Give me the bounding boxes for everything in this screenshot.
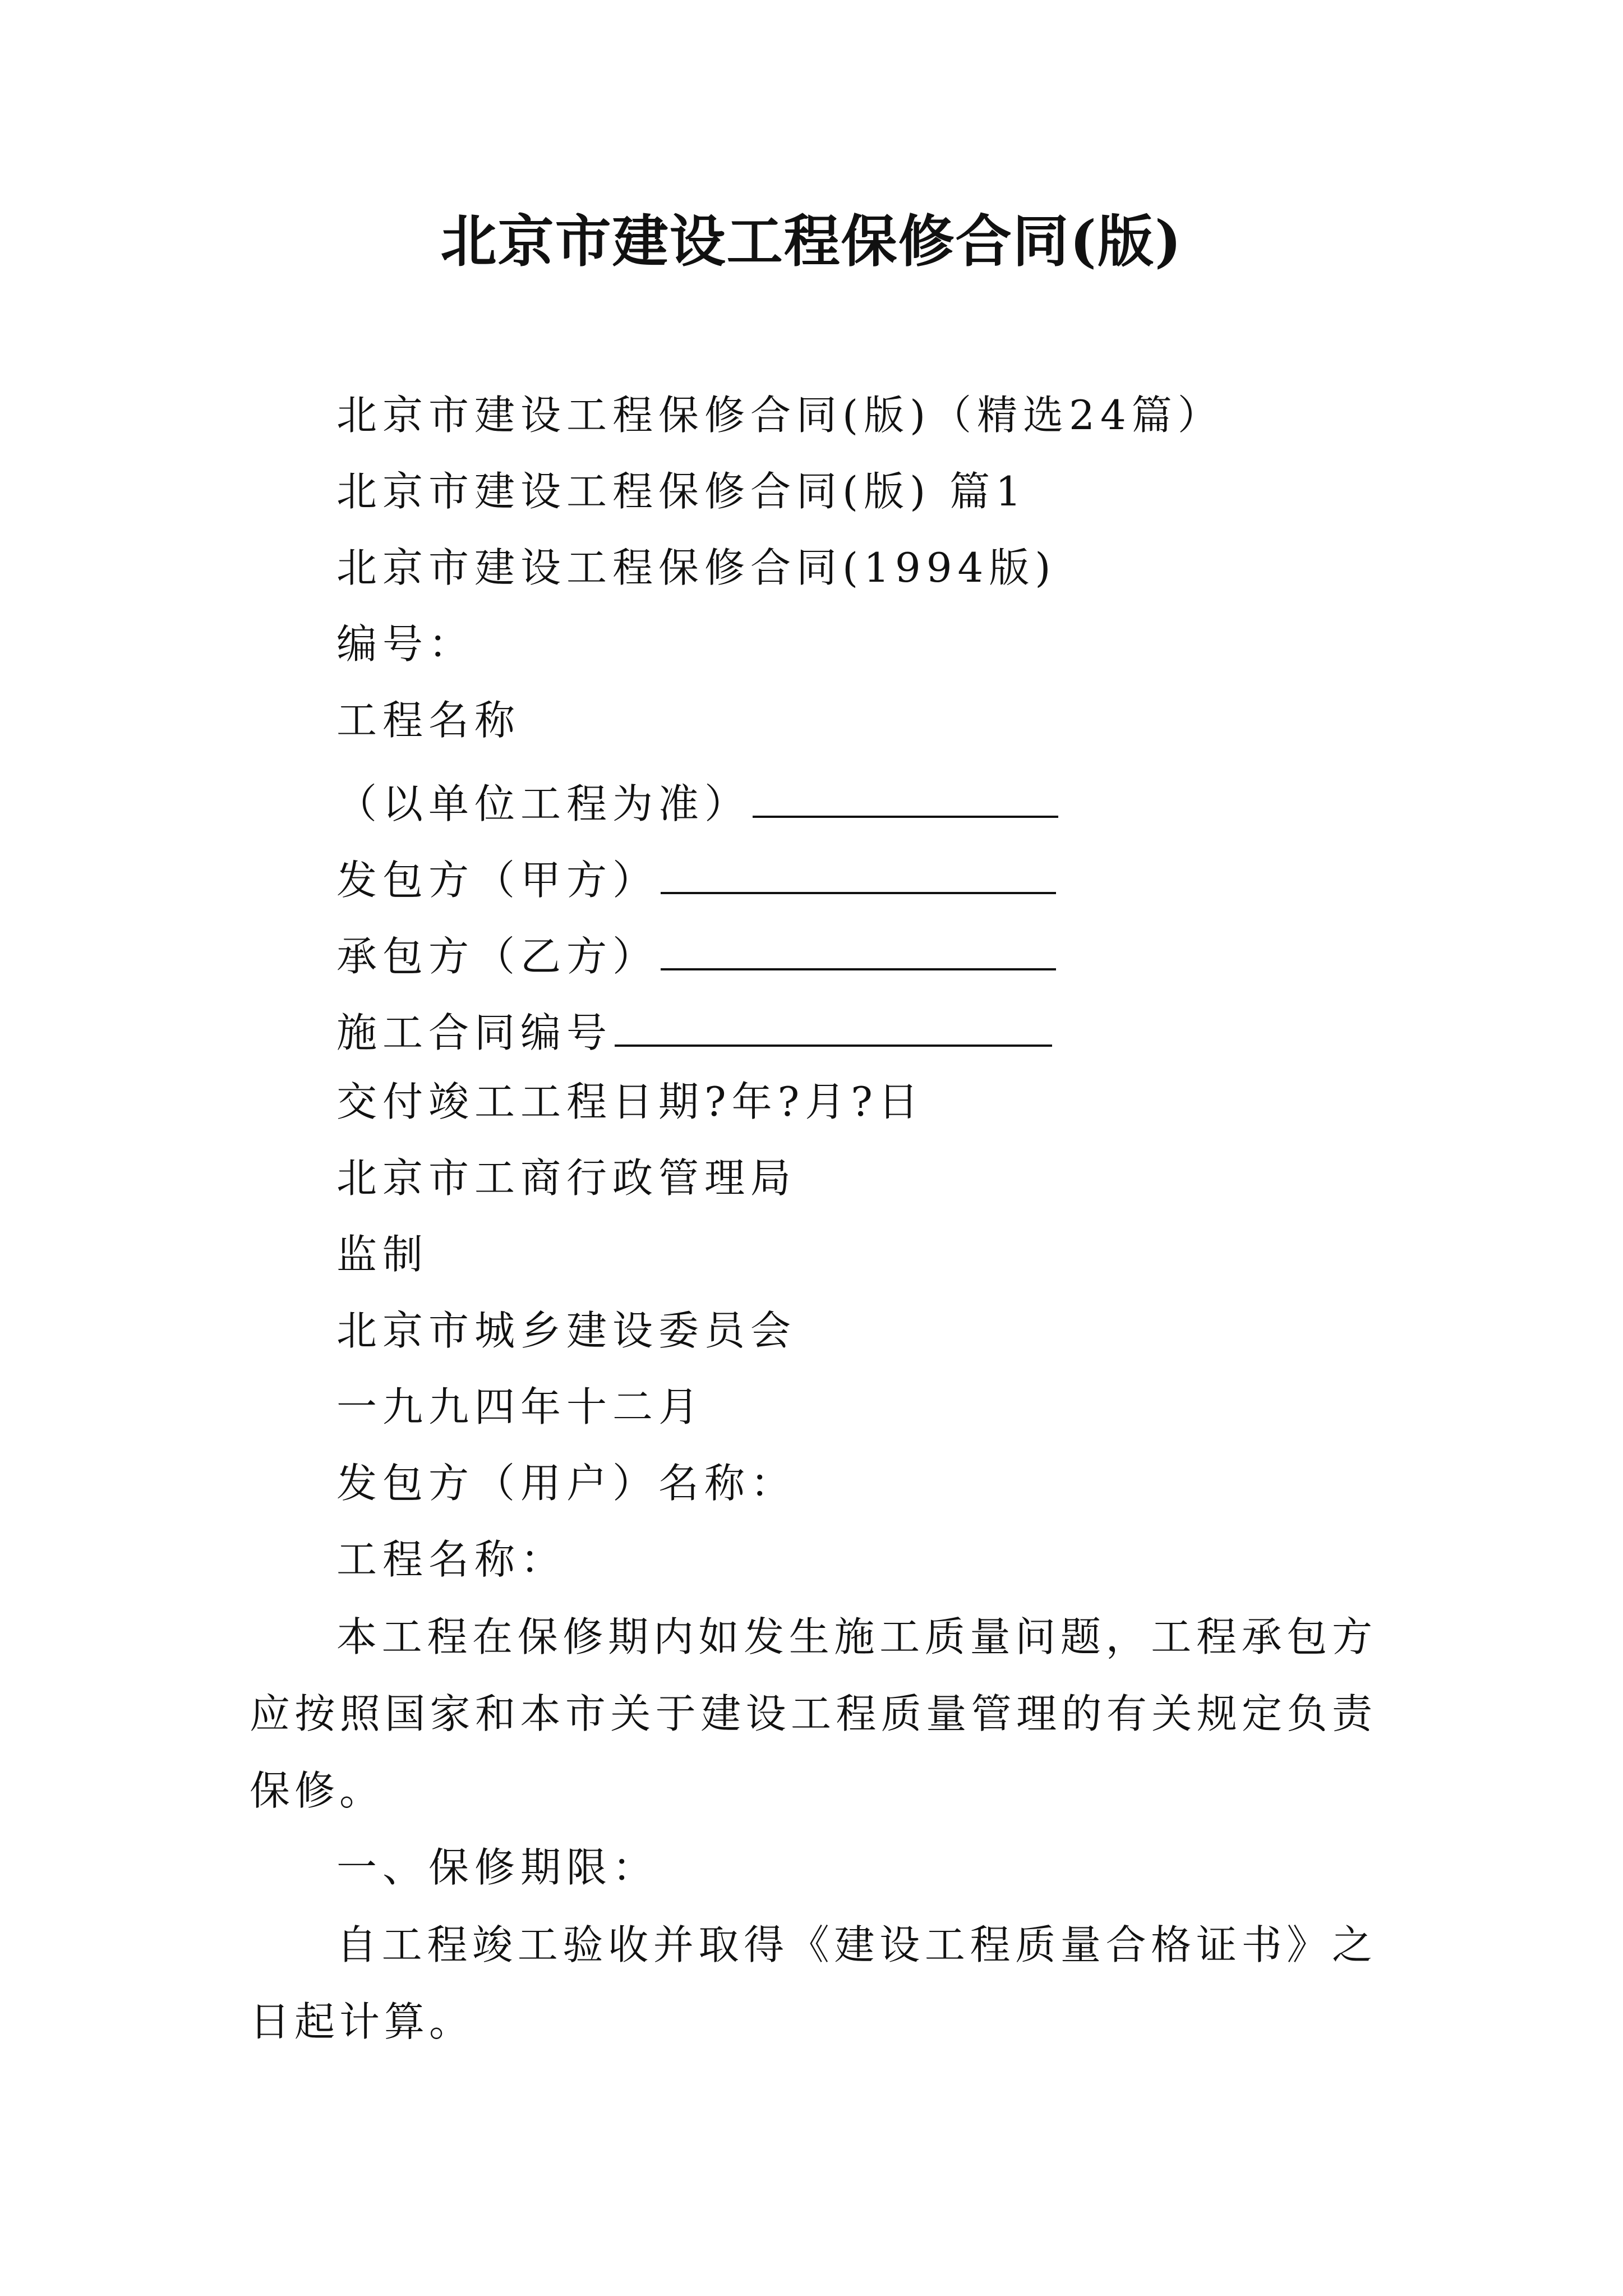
form-field-row	[336, 997, 1052, 1061]
form-field-row	[336, 845, 1056, 908]
fill-in-blank	[753, 769, 1058, 818]
fill-in-blank	[661, 921, 1056, 970]
document-line: 监制	[336, 1231, 429, 1278]
document-line: 发包方（用户）名称：	[336, 1460, 797, 1507]
document-line: 一九九四年十二月	[336, 1383, 705, 1430]
document-line: 编号：	[336, 620, 475, 668]
document-line: 交付竣工工程日期?年?月?日	[336, 1078, 924, 1125]
body-paragraph: 自工程竣工验收并取得《建设工程质量合格证书》之日起计算。	[250, 1921, 1377, 2045]
form-field-label: 施工合同编号	[336, 1009, 613, 1056]
body-paragraph: 本工程在保修期内如发生施工质量问题，工程承包方应按照国家和本市关于建设工程质量管理的有关规定负责保修。	[250, 1613, 1377, 1814]
document-line: 工程名称	[336, 697, 521, 744]
document-title: 北京市建设工程保修合同(版)	[440, 208, 1183, 274]
section-heading: 一、保修期限：	[336, 1844, 659, 1891]
document-line: 工程名称：	[336, 1536, 567, 1583]
document-line: 北京市建设工程保修合同(1994版)	[336, 544, 1057, 591]
form-field-row	[336, 921, 1056, 984]
document-line: 北京市建设工程保修合同(版)（精选24篇）	[336, 392, 1224, 439]
fill-in-blank	[615, 997, 1052, 1047]
form-field-label: 承包方（乙方）	[336, 933, 659, 980]
form-field-label: 发包方（甲方）	[336, 857, 659, 904]
document-line: 北京市工商行政管理局	[336, 1154, 797, 1202]
form-field-row	[336, 769, 1058, 832]
form-field-label: （以单位工程为准）	[336, 780, 751, 827]
document-line: 北京市建设工程保修合同(版) 篇1	[336, 468, 1027, 515]
fill-in-blank	[661, 845, 1056, 894]
document-line: 北京市城乡建设委员会	[336, 1307, 797, 1354]
